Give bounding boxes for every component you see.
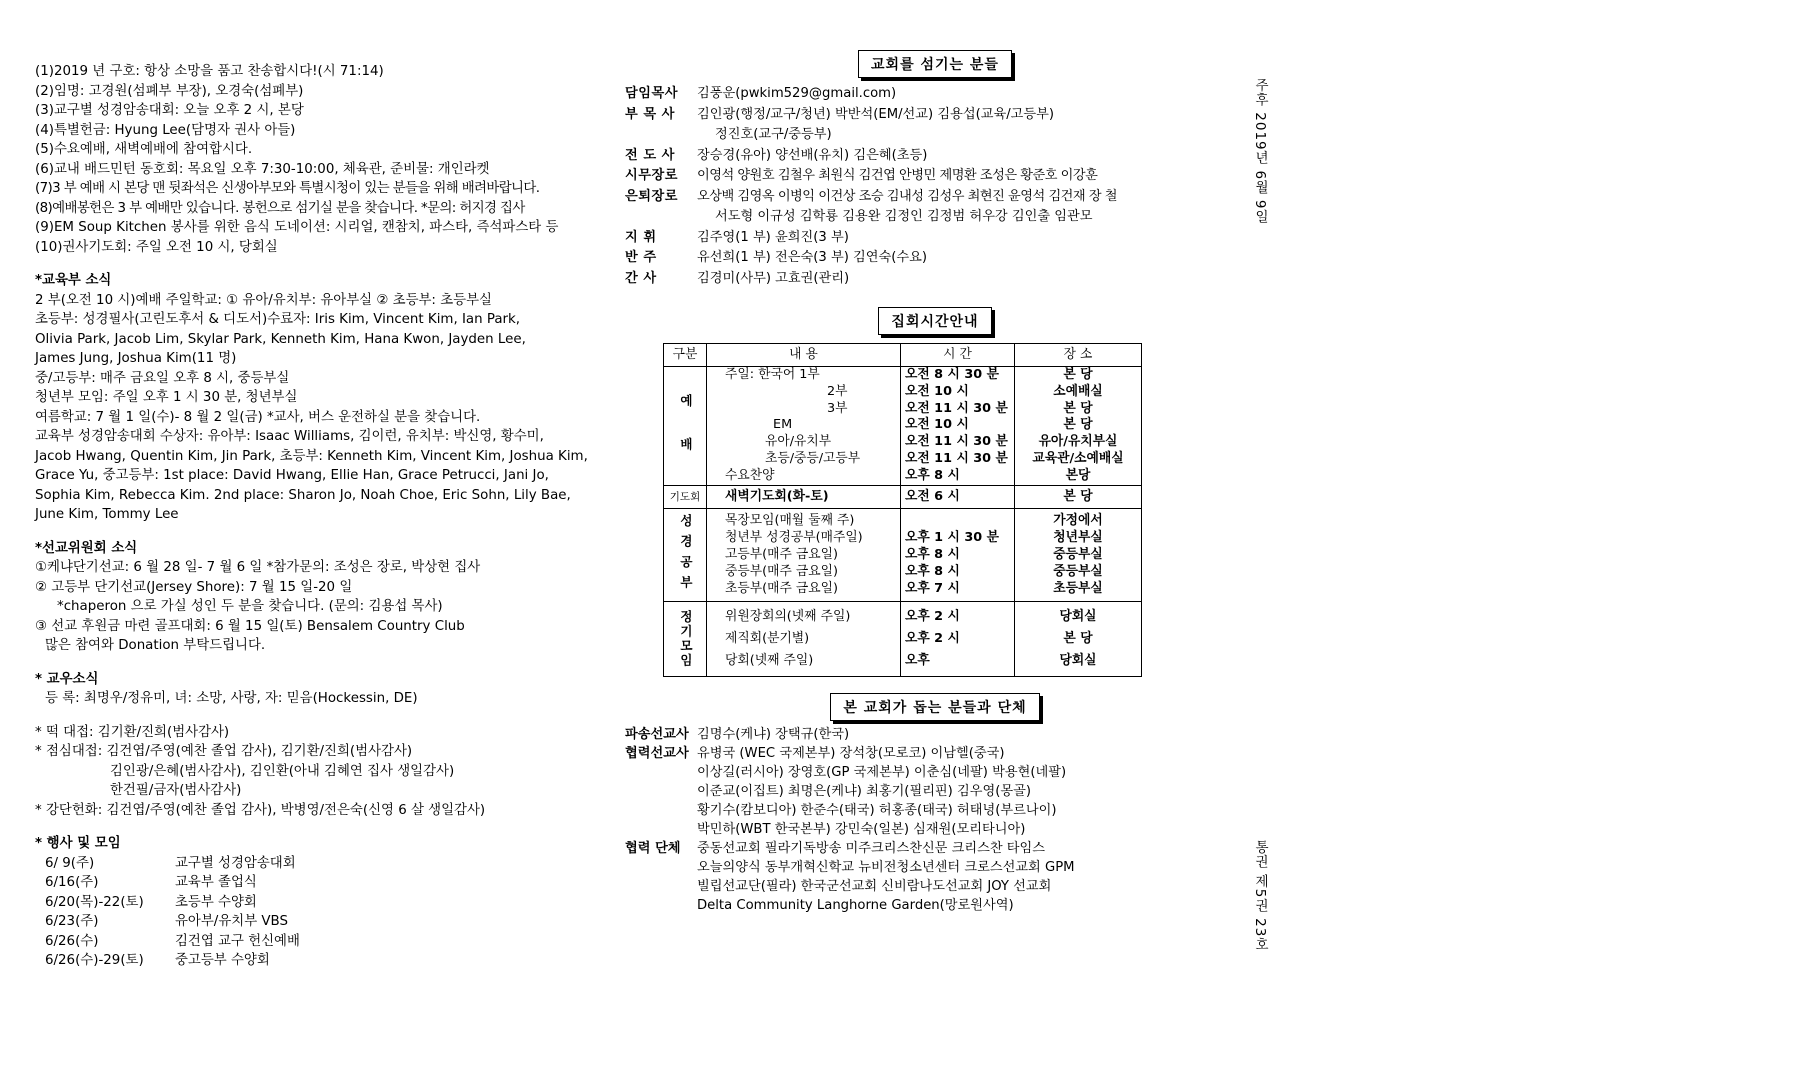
staff-row — [625, 105, 1245, 126]
event-name: 중고등부 수양회 — [175, 953, 270, 968]
place-item: 초등부실 — [1053, 580, 1103, 596]
content-cell — [707, 602, 901, 677]
staff-row — [625, 207, 1245, 228]
time-item: 오전 11 시 30 분 — [905, 434, 1008, 450]
content-item: 주일: 한국어 1부 — [725, 367, 820, 382]
content-item: 제직회(분기별) — [725, 631, 810, 647]
content-item: 초등부(매주 금요일) — [725, 580, 838, 596]
event-row — [35, 873, 595, 893]
time-cell — [901, 602, 1015, 677]
time-cell — [901, 367, 1015, 486]
time-item: 오전 11 시 30 분 — [905, 400, 1008, 416]
content-item: 중등부(매주 금요일) — [725, 563, 838, 579]
education-line: Olivia Park, Jacob Lim, Skylar Park, Kenneth Kim, Hana Kwon, Jayden Lee, — [35, 331, 526, 347]
place-item: 본 당 — [1063, 367, 1093, 382]
staff-row — [625, 166, 1245, 187]
time-item: 오후 8 시 — [905, 467, 960, 483]
schedule-group-worship — [664, 367, 1142, 486]
lunch-line: * 점심대접: 김건엽/주영(예찬 졸업 감사), 김기환/진희(범사감사) — [35, 744, 413, 759]
bulletin-date: 주후 2019년 6월 9일 — [1252, 78, 1268, 224]
staff-row — [625, 248, 1245, 269]
event-date: 6/ 9(주) — [45, 855, 95, 871]
education-line: 여름학교: 7 월 1 일(수)- 8 월 2 일(금) *교사, 버스 운전하실 분을 찾습니다. — [35, 409, 481, 425]
missionary-names: 황기수(캄보디아) 한준수(태국) 허홍종(태국) 허태녕(부르나이) — [697, 803, 1057, 819]
announcement: (7)3 부 예배 시 본당 맨 뒷좌석은 신생아부모와 특별시청이 있는 분들을 위해 배려바랍니다. — [35, 181, 540, 196]
place-item: 청년부실 — [1053, 530, 1103, 546]
rice-cake-line: * 떡 대접: 김기환/진희(범사감사) — [35, 724, 230, 740]
announcement: (10)권사기도회: 주일 오전 10 시, 당회실 — [35, 239, 278, 255]
category-label: 예 배 — [678, 393, 694, 458]
staff-names: 오상백 김영옥 이병익 이건상 조승 김내성 김성우 최현진 윤영석 김건재 장 철 — [697, 188, 1118, 204]
place-item: 본 당 — [1063, 631, 1093, 647]
section-heading: *선교위원회 소식 — [35, 540, 138, 556]
missionaries-list — [625, 725, 1245, 915]
staff-role: 은퇴장로 — [625, 188, 678, 204]
announcement: (4)특별헌금: Hyung Lee(담명자 권사 아들) — [35, 122, 296, 138]
header-place: 장 소 — [1015, 344, 1142, 367]
event-date: 6/23(주) — [45, 914, 99, 929]
place-item: 유아/유치부실 — [1038, 434, 1118, 450]
staff-role: 간 사 — [625, 270, 657, 286]
place-item: 본 당 — [1063, 400, 1093, 416]
content-item: 2부 — [827, 383, 848, 399]
missionary-names: Delta Community Langhorne Garden(망로원사역) — [697, 898, 1014, 914]
schedule-title-wrap — [625, 307, 1245, 335]
education-line: 중/고등부: 매주 금요일 오후 8 시, 중등부실 — [35, 370, 290, 386]
education-line: June Kim, Tommy Lee — [35, 507, 179, 522]
members-line: 등 록: 최명우/정유미, 녀: 소망, 사랑, 자: 믿음(Hockessin, DE) — [45, 691, 418, 706]
announcement: (3)교구별 성경암송대회: 오늘 오후 2 시, 본당 — [35, 103, 304, 118]
content-cell — [707, 367, 901, 486]
staff-title: 교회를 섬기는 분들 — [858, 50, 1012, 78]
content-item: 3부 — [827, 400, 848, 416]
staff-names: 서도형 이규성 김학룡 김용완 김정인 김정범 허우강 김인출 임관모 — [715, 209, 1093, 224]
event-row — [35, 932, 595, 952]
place-cell — [1015, 602, 1142, 677]
place-item: 가정에서 — [1053, 513, 1103, 529]
staff-names: 정진호(교구/중등부) — [715, 127, 832, 142]
place-cell — [1015, 509, 1142, 602]
missionary-row — [625, 782, 1245, 801]
content-item: EM — [773, 417, 793, 433]
education-line: James Jung, Joshua Kim(11 명) — [35, 351, 237, 366]
missionary-role — [625, 763, 697, 782]
lunch-line: 한건필/금자(범사감사) — [110, 783, 242, 798]
staff-role: 담임목사 — [625, 86, 678, 101]
mission-section — [35, 539, 595, 656]
missionary-row — [625, 763, 1245, 782]
section-heading: * 행사 및 모임 — [35, 836, 121, 851]
place-cell — [1015, 485, 1142, 509]
time-cell — [901, 485, 1015, 509]
education-line: Grace Yu, 중고등부: 1st place: David Hwang, Ellie Han, Grace Petrucci, Jani Jo, — [35, 468, 549, 483]
members-section — [35, 670, 595, 709]
staff-names: 김경미(사무) 고효권(관리) — [697, 270, 850, 286]
event-date: 6/20(목)-22(토) — [45, 894, 144, 910]
mission-line: *chaperon 으로 가실 성인 두 분을 찾습니다. (문의: 김용섭 목사) — [57, 599, 443, 614]
place-item: 본 당 — [1063, 488, 1093, 504]
mission-line: 많은 참여와 Donation 부탁드립니다. — [45, 638, 266, 653]
missionary-names: 유병국 (WEC 국제본부) 장석창(모로코) 이남헬(중국) — [697, 746, 1005, 762]
staff-role: 전 도 사 — [625, 147, 675, 163]
schedule-group-bible-study — [664, 509, 1142, 602]
time-item: 오전 11 시 30 분 — [905, 450, 1008, 466]
content-item: 당회(넷째 주일) — [725, 653, 814, 669]
time-cell — [901, 509, 1015, 602]
announcement: (6)교내 배드민턴 동호회: 목요일 오후 7:30-10:00, 체육관, 준비물: 개인라켓 — [35, 161, 490, 177]
category-cell — [664, 485, 707, 509]
event-row — [35, 951, 595, 971]
header-category: 구분 — [664, 344, 707, 367]
category-cell — [664, 602, 707, 677]
place-item: 교육관/소예배실 — [1032, 450, 1124, 466]
right-column — [625, 50, 1245, 915]
left-column — [35, 62, 595, 971]
schedule-group-prayer — [664, 485, 1142, 509]
section-heading: * 교우소식 — [35, 671, 99, 687]
place-item: 당회실 — [1059, 653, 1097, 669]
staff-row — [625, 146, 1245, 167]
missionary-names: 오늘의양식 동부개혁신학교 뉴비전청소년센터 크로스선교회 GPM — [697, 860, 1075, 876]
time-item: 오후 — [905, 653, 930, 669]
staff-row — [625, 269, 1245, 290]
missionary-role: 파송선교사 — [625, 727, 689, 743]
place-item: 중등부실 — [1053, 546, 1103, 562]
event-row — [35, 893, 595, 913]
time-item: 오전 10 시 — [905, 383, 969, 399]
time-item: 오후 2 시 — [905, 631, 960, 647]
category-cell — [664, 367, 707, 486]
content-item: 위원장회의(넷째 주일) — [725, 609, 851, 625]
event-date: 6/16(주) — [45, 875, 99, 890]
staff-row — [625, 228, 1245, 249]
event-name: 교구별 성경암송대회 — [175, 855, 296, 871]
event-name: 교육부 졸업식 — [175, 875, 257, 890]
staff-row — [625, 84, 1245, 105]
missionary-row — [625, 801, 1245, 820]
staff-names: 김주영(1 부) 윤희진(3 부) — [697, 229, 849, 245]
missionary-row — [625, 839, 1245, 858]
education-section — [35, 271, 595, 525]
event-date: 6/26(수)-29(토) — [45, 953, 144, 968]
category-label: 성경공부 — [678, 514, 694, 597]
staff-names: 김인광(행정/교구/청년) 박반석(EM/선교) 김용섭(교육/고등부) — [697, 106, 1054, 122]
staff-role: 반 주 — [625, 250, 657, 265]
time-item — [905, 513, 1010, 530]
missionary-row — [625, 896, 1245, 915]
missionary-names: 이상길(러시아) 장영호(GP 국제본부) 이춘심(네팔) 박용현(네팔) — [697, 765, 1067, 781]
mission-line: ①케냐단기선교: 6 월 28 일- 7 월 6 일 *참가문의: 조성은 장로, 박상현 집사 — [35, 560, 481, 575]
content-cell — [707, 509, 901, 602]
time-item: 오전 10 시 — [905, 417, 969, 433]
schedule-title: 집회시간안내 — [878, 307, 991, 335]
staff-row — [625, 187, 1245, 208]
announcement: (5)수요예배, 새벽예배에 참여합시다. — [35, 142, 253, 157]
missionary-names: 김명수(케냐) 장택규(한국) — [697, 727, 850, 743]
staff-row — [625, 125, 1245, 146]
place-item: 소예배실 — [1053, 383, 1103, 399]
place-item: 당회실 — [1059, 609, 1097, 625]
education-line: Jacob Hwang, Quentin Kim, Jin Park, 초등부: Kenneth Kim, Vincent Kim, Joshua Kim, — [35, 448, 588, 464]
mission-line: ② 고등부 단기선교(Jersey Shore): 7 월 15 일-20 일 — [35, 579, 353, 595]
time-item: 오전 8 시 30 분 — [905, 367, 999, 382]
content-item: 목장모임(매월 둘째 주) — [725, 513, 855, 529]
bulletin-issue: 통권 제5권 23호 — [1252, 840, 1268, 952]
announcement: (2)임명: 고경원(섬폐부 부장), 오경숙(섬폐부) — [35, 83, 304, 99]
staff-role — [625, 207, 715, 228]
education-line: Sophia Kim, Rebecca Kim. 2nd place: Sharon Jo, Noah Choe, Eric Sohn, Lily Bae, — [35, 487, 571, 503]
content-item: 고등부(매주 금요일) — [725, 546, 838, 562]
place-item: 본 당 — [1063, 417, 1093, 433]
staff-names: 유선희(1 부) 전은숙(3 부) 김연숙(수요) — [697, 250, 928, 265]
staff-names: 이영석 양원호 김철우 최원식 김건엽 안병민 제명환 조성은 황준호 이강훈 — [697, 168, 1098, 183]
missionary-names: 박민하(WBT 한국본부) 강민숙(일본) 심재원(모리타니아) — [697, 822, 1026, 838]
missionary-row — [625, 820, 1245, 839]
event-name: 유아부/유치부 VBS — [175, 914, 288, 929]
staff-role — [625, 125, 715, 146]
announcement: (9)EM Soup Kitchen 봉사를 위한 음식 도네이션: 시리얼, 캔참치, 파스타, 즉석파스타 등 — [35, 220, 559, 235]
staff-role: 시무장로 — [625, 168, 678, 183]
header-time: 시 간 — [901, 344, 1015, 367]
staff-role: 지 휘 — [625, 229, 657, 245]
mission-line: ③ 선교 후원금 마련 골프대회: 6 월 15 일(토) Bensalem Country Club — [35, 618, 465, 634]
missionary-role — [625, 801, 697, 820]
place-item: 중등부실 — [1053, 563, 1103, 579]
missionary-row — [625, 858, 1245, 877]
education-line: 초등부: 성경필사(고린도후서 & 디도서)수료자: Iris Kim, Vincent Kim, Ian Park, — [35, 312, 521, 327]
missionary-role — [625, 896, 697, 915]
section-heading: *교육부 소식 — [35, 273, 112, 288]
place-item: 본당 — [1065, 467, 1091, 483]
content-item: 청년부 성경공부(매주일) — [725, 530, 863, 546]
time-item: 오후 8 시 — [905, 546, 960, 562]
announcements-list — [35, 62, 595, 257]
announcement: (8)예배봉헌은 3 부 예배만 있습니다. 봉헌으로 섬기실 분을 찾습니다. *문의: 허지경 집사 — [35, 200, 525, 216]
schedule-table — [663, 343, 1142, 677]
education-line: 교육부 성경암송대회 수상자: 유아부: Isaac Williams, 김이런, 유치부: 박신영, 황수미, — [35, 429, 544, 444]
header-content: 내 용 — [707, 344, 901, 367]
time-item: 오전 6 시 — [905, 488, 960, 504]
time-item: 오후 2 시 — [905, 609, 960, 625]
time-item: 오후 8 시 — [905, 563, 960, 579]
category-cell — [664, 509, 707, 602]
schedule-group-meetings — [664, 602, 1142, 677]
content-item: 수요찬양 — [725, 467, 775, 483]
staff-title-wrap — [625, 50, 1245, 78]
missionary-row — [625, 877, 1245, 896]
education-line: 2 부(오전 10 시)예배 주일학교: ① 유아/유치부: 유아부실 ② 초등부: 초등부실 — [35, 292, 492, 308]
missionary-role — [625, 782, 697, 801]
missionary-role — [625, 877, 697, 896]
content-item: 유아/유치부 — [765, 434, 832, 450]
time-item: 오후 1 시 30 분 — [905, 530, 999, 546]
lunch-line: 김인광/은혜(범사감사), 김인환(아내 김혜연 집사 생일감사) — [110, 763, 455, 779]
missionaries-title-wrap — [625, 693, 1245, 721]
events-section — [35, 834, 595, 971]
offerings-section — [35, 723, 595, 821]
missionary-role: 협력 단체 — [625, 841, 681, 857]
altar-flower-line: * 강단헌화: 김건엽/주영(예찬 졸업 감사), 박병영/전은숙(신영 6 살 생일감사) — [35, 802, 486, 818]
content-item: 새벽기도회(화-토) — [725, 488, 829, 504]
missionary-names: 중동선교회 필라기독방송 미주크리스찬신문 크리스찬 타임스 — [697, 841, 1045, 857]
place-cell — [1015, 367, 1142, 486]
staff-names: 장승경(유아) 양선배(유치) 김은혜(초등) — [697, 147, 928, 163]
education-line: 청년부 모임: 주일 오후 1 시 30 분, 청년부실 — [35, 390, 298, 405]
time-item: 오후 7 시 — [905, 580, 960, 596]
event-row — [35, 912, 595, 932]
announcement: (1)2019 년 구호: 항상 소망을 품고 찬송합시다!(시 71:14) — [35, 64, 384, 79]
event-name: 김건엽 교구 헌신예배 — [175, 933, 300, 949]
staff-list — [625, 84, 1245, 289]
staff-role: 부 목 사 — [625, 106, 675, 122]
schedule-header-row — [664, 344, 1142, 367]
category-label: 기도회 — [669, 490, 701, 503]
missionary-names: 빌립선교단(필라) 한국군선교회 신비람나도선교회 JOY 선교회 — [697, 879, 1052, 895]
missionary-names: 이준교(이집트) 최명은(케냐) 최홍기(필리핀) 김우영(몽골) — [697, 784, 1031, 800]
staff-names: 김풍운(pwkim529@gmail.com) — [697, 86, 897, 101]
content-cell — [707, 485, 901, 509]
missionary-role — [625, 820, 697, 839]
event-date: 6/26(수) — [45, 933, 99, 949]
missionaries-title: 본 교회가 돕는 분들과 단체 — [830, 693, 1039, 721]
content-item: 초등/중등/고등부 — [765, 450, 861, 466]
event-name: 초등부 수양회 — [175, 894, 257, 910]
missionary-role: 협력선교사 — [625, 746, 689, 762]
missionary-row — [625, 744, 1245, 763]
event-row — [35, 854, 595, 874]
missionary-row — [625, 725, 1245, 744]
missionary-role — [625, 858, 697, 877]
category-label: 정기모임 — [678, 610, 694, 669]
